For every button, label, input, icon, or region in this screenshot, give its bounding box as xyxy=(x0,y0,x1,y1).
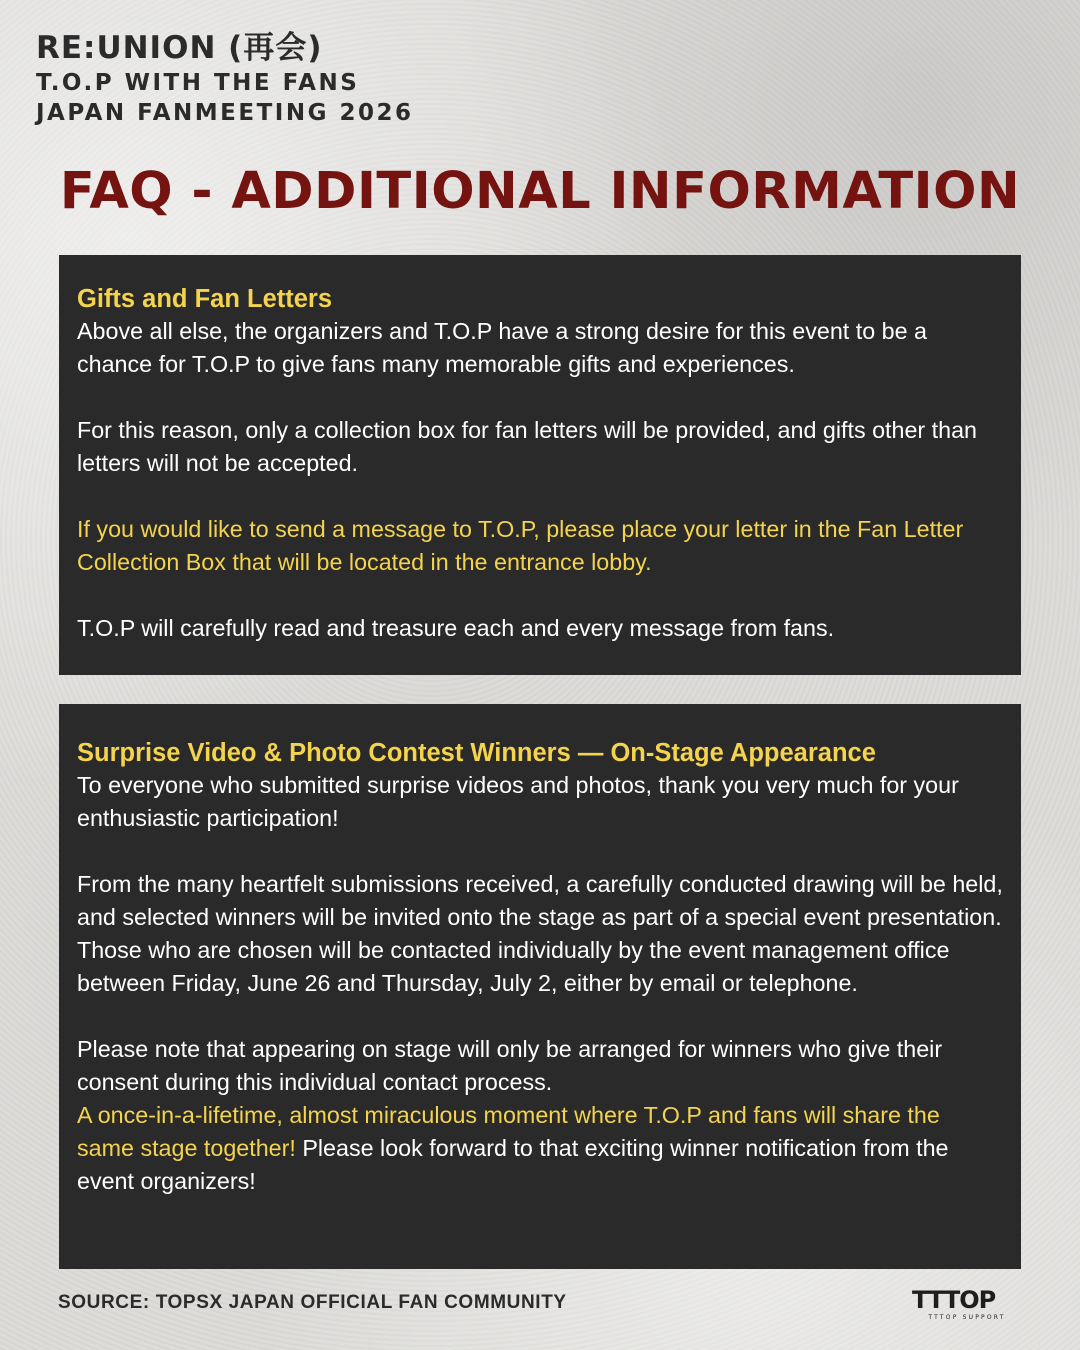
source-credit: SOURCE: TOPSX JAPAN OFFICIAL FAN COMMUNITY xyxy=(58,1292,567,1313)
card-paragraph: To everyone who submitted surprise videos and photos, thank you very much for your enthusiastic participation! xyxy=(77,772,959,831)
event-brand: RE:UNION (再会) xyxy=(36,30,323,66)
tttop-logo xyxy=(912,1288,1022,1324)
event-subtitle-2: JAPAN FANMEETING 2026 xyxy=(36,100,414,126)
card-heading: Gifts and Fan Letters xyxy=(77,285,333,313)
card-paragraph: For this reason, only a collection box for fan letters will be provided, and gifts other than letters will not be accepted. xyxy=(77,417,978,476)
event-subtitle: T.O.P WITH THE FANS xyxy=(36,70,360,96)
card-closing-text: Please look forward to that exciting winner notification from the event organizers! xyxy=(77,1135,949,1194)
card-highlight-paragraph: If you would like to send a message to T.O.P, please place your letter in the Fan Letter Collection Box that will be located in the entrance lobby. xyxy=(77,516,964,575)
event-header xyxy=(36,30,414,128)
logo-subtext: TTTOP SUPPORT xyxy=(928,1314,1006,1321)
card-highlight-text: A once-in-a-lifetime, almost miraculous moment where T.O.P and fans will share the same stage together! xyxy=(77,1102,940,1161)
logo-wordmark: TTTOP xyxy=(912,1286,996,1314)
faq-card-contest xyxy=(59,704,1021,1269)
card-paragraph: Please note that appearing on stage will only be arranged for winners who give their consent during this individual contact process. xyxy=(77,1036,943,1095)
card-paragraph: Above all else, the organizers and T.O.P have a strong desire for this event to be a chance for T.O.P to give fans many memorable gifts and experiences. xyxy=(77,318,927,377)
page-title: FAQ - ADDITIONAL INFORMATION xyxy=(59,162,1021,221)
card-heading: Surprise Video & Photo Contest Winners — On-Stage Appearance xyxy=(77,739,876,767)
card-paragraph: From the many heartfelt submissions received, a carefully conducted drawing will be held, and selected winners will be invited onto the stage as part of a special event presentation. Those who are chosen will be contacted individually by the event management office between Friday, June 26 and Thursday, July 2, either by email or telephone. xyxy=(77,871,1003,996)
faq-card-gifts xyxy=(59,255,1021,675)
card-closing-paragraph xyxy=(77,1099,1003,1198)
card-paragraph: T.O.P will carefully read and treasure each and every message from fans. xyxy=(77,615,835,641)
